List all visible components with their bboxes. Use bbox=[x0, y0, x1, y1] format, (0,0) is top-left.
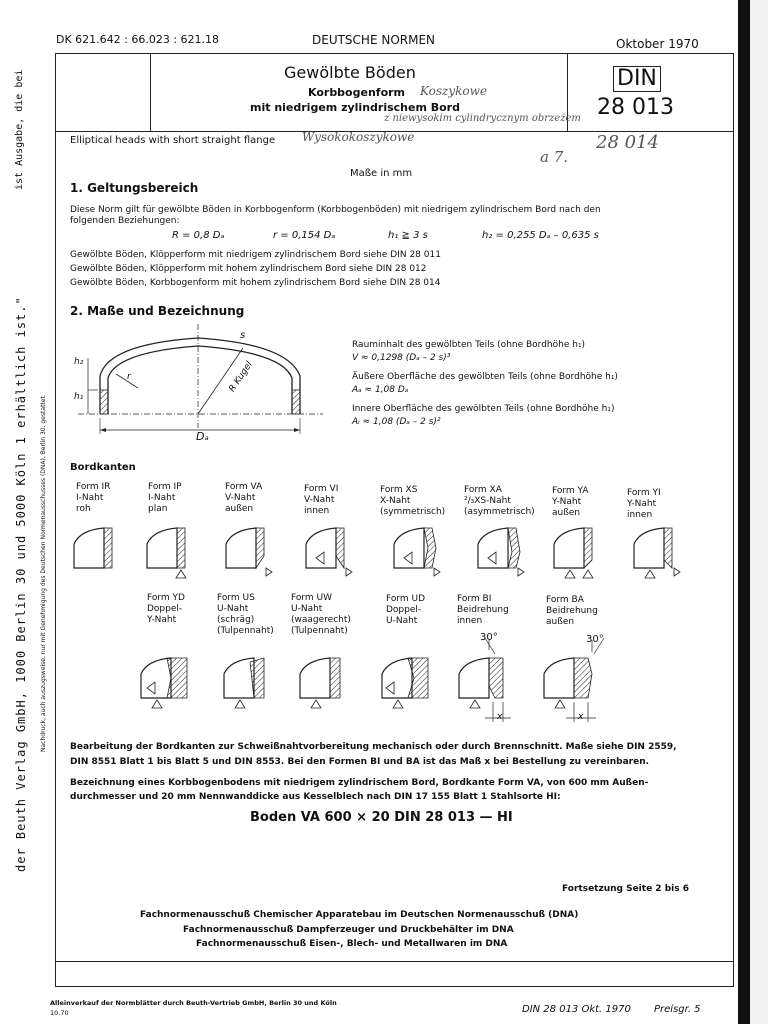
handwritten-note-1: Koszykowe bbox=[420, 84, 487, 98]
committee-3: Fachnormenausschuß Eisen-, Blech- und Metallwaren im DNA bbox=[196, 939, 508, 949]
section1-heading: 1. Geltungsbereich bbox=[70, 181, 199, 195]
doc-title: Gewölbte Böden bbox=[284, 63, 416, 82]
form-uw-figure bbox=[296, 652, 351, 712]
note-designation-1: Bezeichnung eines Korbbogenbodens mit niedrigem zylindrischem Bord, Bordkante Form VA, von 600 mm Außen- bbox=[70, 778, 649, 788]
x-label-bi: x bbox=[497, 712, 503, 722]
bordkanten-heading: Bordkanten bbox=[70, 462, 136, 473]
form-bi-label: Form BI Beidrehung innen bbox=[457, 594, 509, 626]
doc-subtitle-2: mit niedrigem zylindrischem Bord bbox=[250, 101, 460, 114]
formula-h2: h₂ = 0,255 Dₐ – 0,635 s bbox=[482, 230, 599, 241]
committee-1: Fachnormenausschuß Chemischer Apparatebau im Deutschen Normenausschuß (DNA) bbox=[140, 910, 579, 920]
form-ir-figure bbox=[70, 522, 120, 574]
dk-number: DK 621.642 : 66.023 : 621.18 bbox=[56, 33, 220, 46]
form-uw-label: Form UW U-Naht (waagerecht) (Tulpennaht) bbox=[291, 593, 351, 636]
form-ya-figure bbox=[550, 522, 605, 582]
form-xs-figure bbox=[390, 522, 445, 582]
footer-sales-note: Alleinverkauf der Normblätter durch Beuth-Vertrieb GmbH, Berlin 30 und Köln bbox=[50, 999, 337, 1007]
form-ip-figure bbox=[143, 522, 193, 582]
form-xs-label: Form XS X-Naht (symmetrisch) bbox=[380, 485, 446, 517]
section2-heading: 2. Maße und Bezeichnung bbox=[70, 304, 245, 318]
label-Da: Dₐ bbox=[196, 430, 209, 443]
form-bi-figure bbox=[455, 630, 525, 730]
label-s: s bbox=[240, 330, 246, 341]
ref-28014: Gewölbte Böden, Korbbogenform mit hohem zylindrischem Bord siehe DIN 28 014 bbox=[70, 278, 441, 288]
note-machining-1: Bearbeitung der Bordkanten zur Schweißnahtvorbereitung mechanisch oder durch Brennschnitt. Maße siehe DIN 2559, bbox=[70, 742, 677, 752]
form-ba-label: Form BA Beidrehung außen bbox=[546, 595, 598, 627]
angle-label-bi: 30° bbox=[480, 632, 498, 643]
form-yi-figure bbox=[630, 522, 685, 582]
prop-outer-label: Äußere Oberfläche des gewölbten Teils (ohne Bordhöhe h₁) bbox=[352, 372, 618, 382]
scan-margin bbox=[750, 0, 768, 1024]
side-note-main: der Beuth Verlag GmbH, 1000 Berlin 30 und 5000 Köln 1 erhältlich ist." bbox=[14, 296, 28, 872]
form-xa-figure bbox=[474, 522, 529, 582]
prop-volume-label: Rauminhalt des gewölbten Teils (ohne Bordhöhe h₁) bbox=[352, 340, 586, 350]
scan-edge bbox=[738, 0, 750, 1024]
formula-r: r = 0,154 Dₐ bbox=[273, 230, 336, 241]
form-ud-label: Form UD Doppel- U-Naht bbox=[386, 594, 426, 626]
form-xa-label: Form XA ²/₃XS-Naht (asymmetrisch) bbox=[464, 485, 535, 517]
handwritten-note-3: Wysokokoszykowe bbox=[302, 130, 415, 144]
label-R: R Kugel bbox=[227, 360, 255, 394]
form-yd-figure bbox=[137, 652, 197, 712]
form-ip-label: Form IP I-Naht plan bbox=[148, 482, 182, 514]
footer-din-ref: DIN 28 013 Okt. 1970 bbox=[522, 1004, 631, 1015]
form-va-figure bbox=[222, 522, 277, 582]
note-machining-2: DIN 8551 Blatt 1 bis Blatt 5 und DIN 8553. Bei den Formen BI und BA ist das Maß x bei Bestellung zu vereinbaren. bbox=[70, 757, 650, 767]
doc-subtitle-1: Korbbogenform bbox=[308, 86, 406, 99]
label-r: r bbox=[127, 372, 131, 382]
deutsche-normen: DEUTSCHE NORMEN bbox=[312, 33, 436, 47]
form-us-label: Form US U-Naht (schräg) (Tulpennaht) bbox=[217, 593, 274, 636]
section1-text-1: Diese Norm gilt für gewölbte Böden in Korbbogenform (Korbbogenböden) mit niedrigem zylindrischem Bord nach den bbox=[70, 205, 601, 215]
issue-date: Oktober 1970 bbox=[616, 37, 699, 51]
units-note: Maße in mm bbox=[350, 168, 413, 179]
din-label: DIN bbox=[613, 66, 661, 92]
form-ya-label: Form YA Y-Naht außen bbox=[552, 486, 589, 518]
designation-example: Boden VA 600 × 20 DIN 28 013 — HI bbox=[250, 810, 513, 825]
side-note-top: ist Ausgabe, die bei bbox=[14, 69, 25, 190]
form-ir-label: Form IR I-Naht roh bbox=[76, 482, 111, 514]
committee-2: Fachnormenausschuß Dampferzeuger und Druckbehälter im DNA bbox=[183, 925, 514, 935]
prop-inner-formula: Aᵢ ≈ 1,08 (Dₐ – 2 s)² bbox=[352, 417, 441, 427]
din-number: 28 013 bbox=[597, 95, 674, 120]
form-yi-label: Form YI Y-Naht innen bbox=[627, 488, 661, 520]
prop-inner-label: Innere Oberfläche des gewölbten Teils (ohne Bordhöhe h₁) bbox=[352, 404, 615, 414]
ref-28011: Gewölbte Böden, Klöpperform mit niedrigem zylindrischem Bord siehe DIN 28 011 bbox=[70, 250, 441, 260]
form-yd-label: Form YD Doppel- Y-Naht bbox=[147, 593, 185, 625]
formula-R: R = 0,8 Dₐ bbox=[172, 230, 225, 241]
label-h1: h₁ bbox=[74, 392, 84, 402]
handwritten-note-5: a 7. bbox=[540, 148, 569, 166]
side-note-small: Nachdruck, auch auszugsweise, nur mit Genehmigung des Deutschen Normenausschusses (DNA), Berlin 30, gestattet. bbox=[40, 394, 47, 752]
formula-h1: h₁ ≧ 3 s bbox=[388, 230, 428, 241]
prop-volume-formula: V ≈ 0,1298 (Dₐ – 2 s)³ bbox=[352, 353, 451, 363]
prop-outer-formula: Aₐ ≈ 1,08 Dₐ bbox=[352, 385, 409, 395]
angle-label-ba: 30° bbox=[586, 634, 604, 645]
ref-28012: Gewölbte Böden, Klöpperform mit hohem zylindrischem Bord siehe DIN 28 012 bbox=[70, 264, 427, 274]
form-vi-label: Form VI V-Naht innen bbox=[304, 484, 339, 516]
footer-code: 10.70 bbox=[50, 1009, 69, 1017]
head-cross-section-diagram bbox=[68, 318, 348, 448]
english-title: Elliptical heads with short straight flange bbox=[70, 135, 276, 146]
footer-price-group: Preisgr. 5 bbox=[654, 1004, 701, 1015]
form-va-label: Form VA V-Naht außen bbox=[225, 482, 263, 514]
note-designation-2: durchmesser und 20 mm Nennwanddicke aus Kesselblech nach DIN 17 155 Blatt 1 Stahlsorte HI: bbox=[70, 792, 561, 802]
label-h2: h₂ bbox=[74, 357, 84, 367]
continuation-note: Fortsetzung Seite 2 bis 6 bbox=[562, 884, 689, 894]
handwritten-note-2: z niewysokim cylindrycznym obrzeżem bbox=[384, 113, 581, 124]
form-ud-figure bbox=[378, 652, 438, 712]
x-label-ba: x bbox=[578, 712, 584, 722]
section1-text-2: folgenden Beziehungen: bbox=[70, 216, 180, 226]
form-vi-figure bbox=[302, 522, 357, 582]
form-us-figure bbox=[220, 652, 275, 712]
handwritten-note-4: 28 014 bbox=[596, 132, 659, 153]
